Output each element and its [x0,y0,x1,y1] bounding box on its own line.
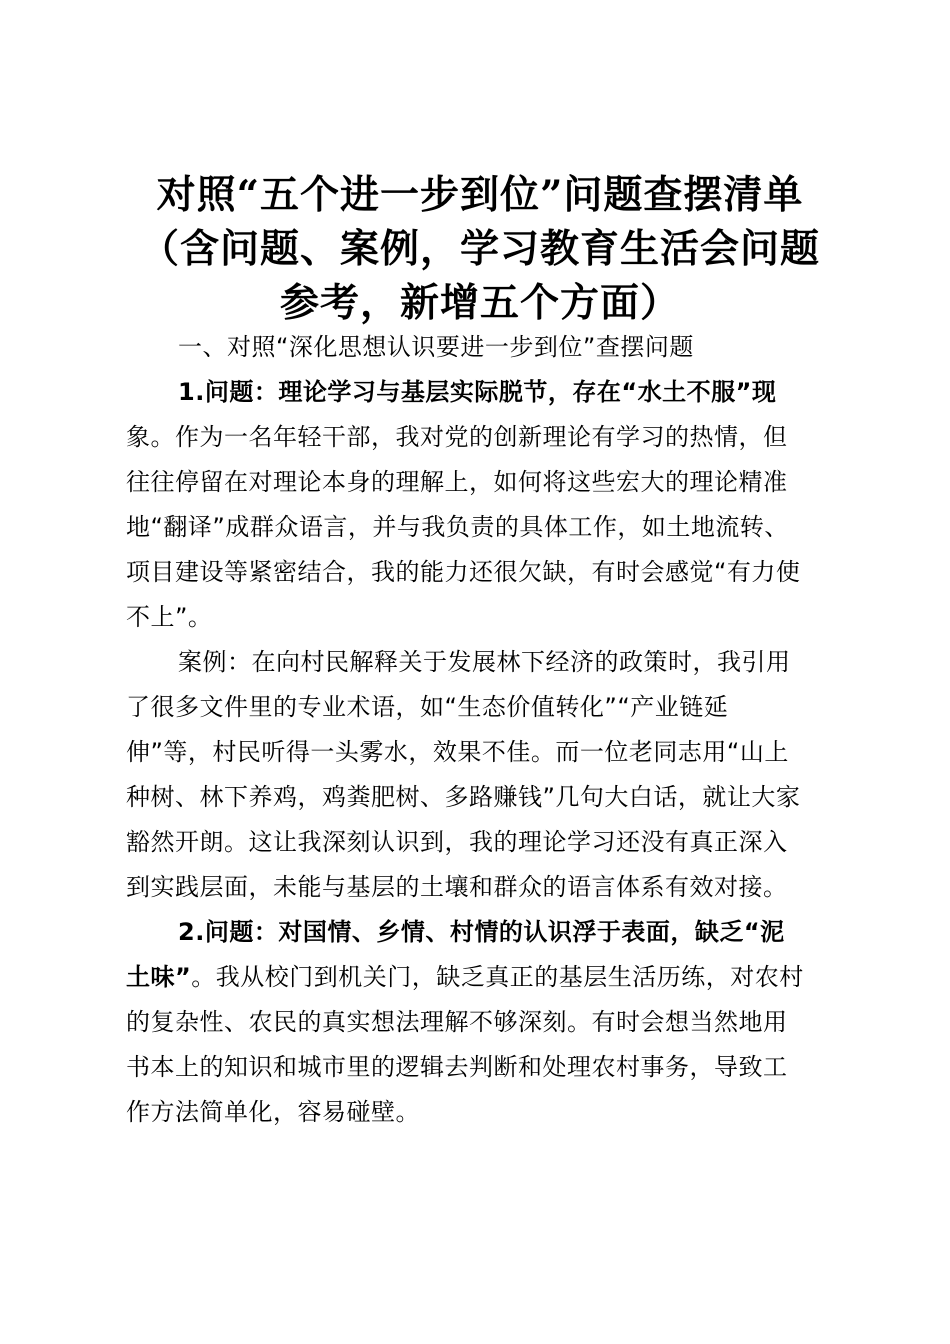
section-1-heading [126,325,838,370]
problem-1-paragraph [126,370,838,640]
problem-1-line: 不上”。 [126,603,213,631]
case-1-line: 种树、林下养鸡，鸡粪肥树、多路赚钱”几句大白话，就让大家 [126,783,801,811]
problem-1-line: 地“翻译”成群众语言，并与我负责的具体工作，如土地流转、 [126,513,789,541]
problem-2-paragraph [126,910,838,1135]
case-1-line: 伸”等，村民听得一头雾水，效果不佳。而一位老同志用“山上 [126,738,789,766]
title-line-3: 参考，新增五个方面） [279,280,680,326]
problem-2-line: 作方法简单化，容易碰壁。 [126,1098,420,1126]
case-1-line: 豁然开朗。这让我深刻认识到，我的理论学习还没有真正深入 [126,828,788,856]
case-1-line: 案例：在向村民解释关于发展林下经济的政策时，我引用 [178,648,791,676]
problem-2-line: 的复杂性、农民的真实想法理解不够深刻。有时会想当然地用 [126,1008,788,1036]
document-title [120,168,840,330]
problem-1-line: 项目建设等紧密结合，我的能力还很欠缺，有时会感觉“有力使 [126,558,801,586]
problem-1-line: 象。作为一名年轻干部，我对党的创新理论有学习的热情，但 [126,423,788,451]
problem-1-heading: 1.问题：理论学习与基层实际脱节，存在“水土不服”现 [178,378,777,406]
case-1-paragraph [126,640,838,910]
problem-2-line: 书本上的知识和城市里的逻辑去判断和处理农村事务，导致工 [126,1053,788,1081]
problem-1-line: 往往停留在对理论本身的理解上，如何将这些宏大的理论精准 [126,468,788,496]
title-line-2: （含问题、案例，学习教育生活会问题 [139,226,820,272]
title-line-1: 对照“五个进一步到位”问题查摆清单 [156,172,804,218]
document-body [126,325,838,1135]
section-1-heading-text: 一、对照“深化思想认识要进一步到位”查摆问题 [178,333,694,361]
case-1-line: 到实践层面，未能与基层的土壤和群众的语言体系有效对接。 [126,873,788,901]
problem-2-heading-end: 土味” [126,963,192,991]
case-1-line: 了很多文件里的专业术语，如“生态价值转化”“产业链延 [126,693,729,721]
problem-2-heading: 2.问题：对国情、乡情、村情的认识浮于表面，缺乏“泥 [178,918,785,946]
problem-2-line [126,955,838,1000]
problem-2-line-text: 。我从校门到机关门，缺乏真正的基层生活历练，对农村 [191,963,804,991]
